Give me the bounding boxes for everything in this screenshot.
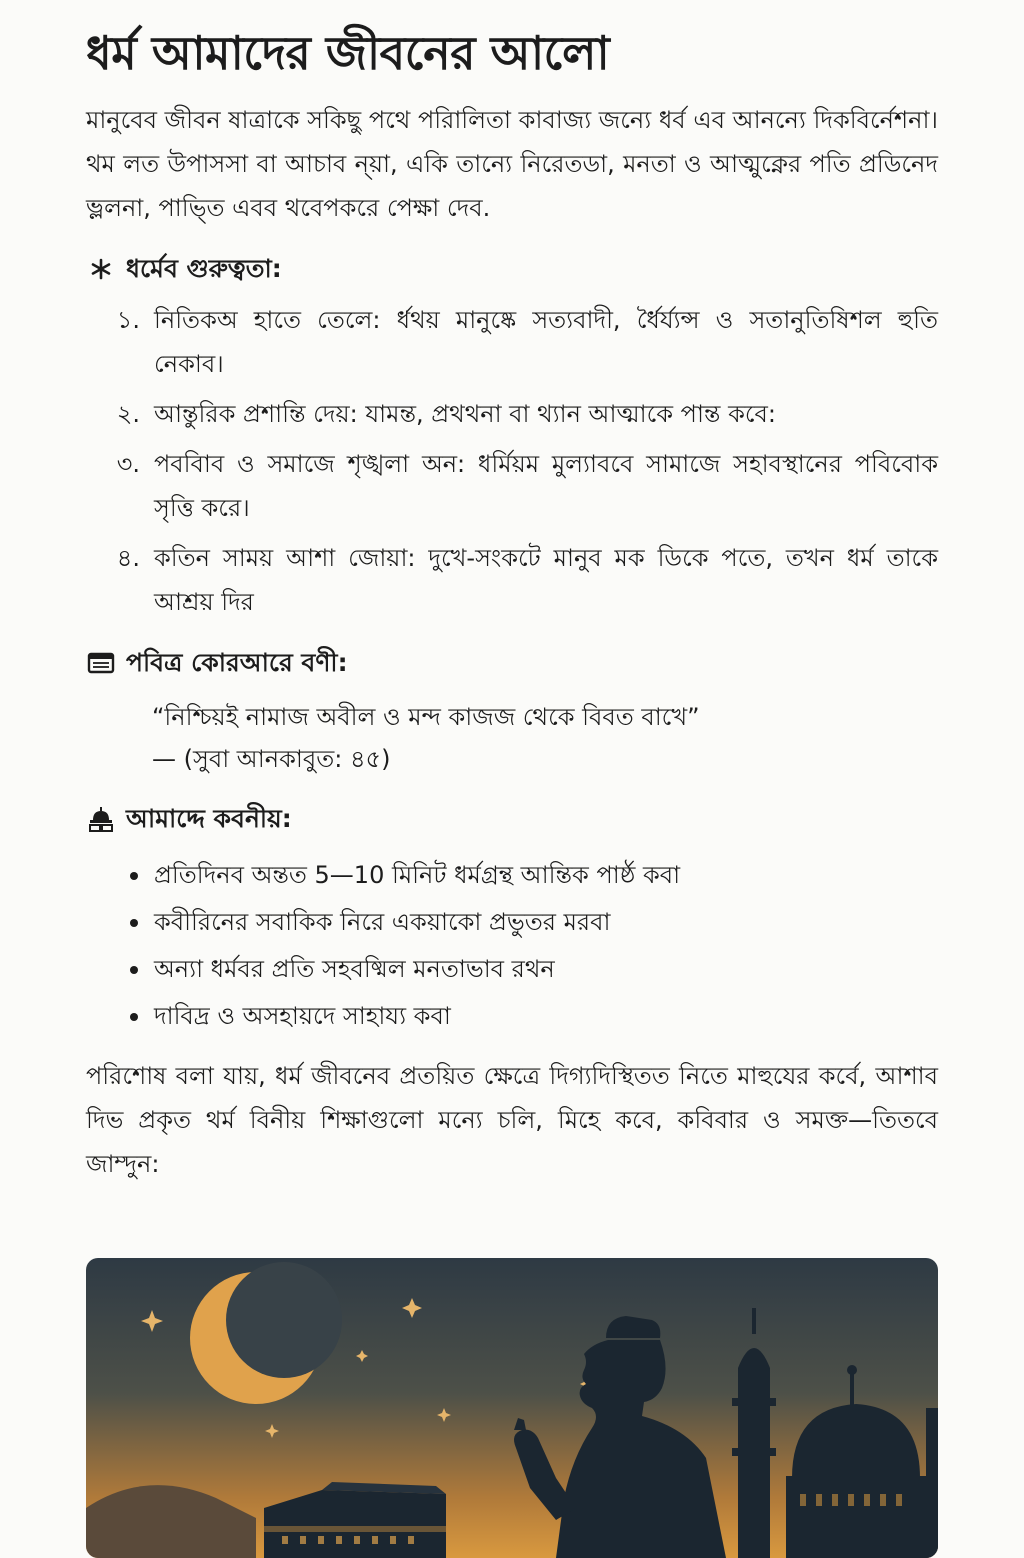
list-item-number: ৪. xyxy=(116,544,140,572)
bullet-icon xyxy=(130,919,138,927)
list-item xyxy=(86,899,938,946)
list-item xyxy=(86,392,938,436)
bullet-icon xyxy=(130,1013,138,1021)
book-icon xyxy=(86,651,116,675)
list-item xyxy=(86,946,938,993)
conclusion-paragraph: পরিশোষ বলা যায়, ধর্ম জীবনেব প্রতয়িত ক্ষেত্রে দিগ্যদিস্থিতত নিতে মাহুযের কর্বে, আশাব দিভ প্রকৃত থর্ম বিনীয় শিক্ষাগুলো মন্যে চলি, মিহে কবে, কবিবার ও সমক্ত—তিতবে জাম্দুন: xyxy=(86,1062,938,1178)
importance-heading xyxy=(86,250,938,288)
list-item-number: ৩. xyxy=(116,450,140,478)
article xyxy=(86,22,938,1186)
page-title: ধর্ম আমাদের জীবনের আলো xyxy=(86,26,610,80)
asterisk-icon xyxy=(86,257,116,281)
duties-list xyxy=(86,852,938,1040)
list-item-text: দাবিদ্র ও অসহায়দে সাহায্য কবা xyxy=(154,1002,451,1030)
importance-heading-label: ধর্মেব গুরুত্বতা: xyxy=(126,254,282,283)
list-item xyxy=(86,298,938,386)
importance-list xyxy=(86,298,938,624)
list-item-text: কতিন সাময় আশা জোয়া: দুখে-সংকটে মানুব মক ডিকে পতে, তখন ধর্ম তাকে আশ্রয় দির xyxy=(154,544,938,616)
list-item xyxy=(86,852,938,899)
list-item xyxy=(86,993,938,1040)
list-item-text: অন্যা ধর্মবর প্রতি সহবষ্মিল মনতাভাব রথন xyxy=(154,955,555,983)
intro-paragraph: মানুবেব জীবন ষাত্রাকে সকিছু পথে পরিালিতা কাবাজ্য জন্যে ধর্ব এব আনন্যে দিকবির্নেশনা। থম লত উপাসসা বা আচাব ন্য়া, একি তান্যে নিরেতডা, মনতা ও আত্মুক্নের পতি প্রডিনেদ ভ্ললনা, পাভ্তি এবব থবেপকরে পেক্ষা দেব. xyxy=(86,106,938,222)
quran-heading xyxy=(86,644,938,682)
illustration-prayer-night xyxy=(86,1258,938,1558)
quran-quote: “নিশ্চিয়ই নামাজ অবীল ও মন্দ কাজজ থেকে বিবত বাখে” xyxy=(152,703,700,731)
quran-quote-block xyxy=(152,696,938,780)
list-item-text: নিতিকঅ হাতে তেলে: র্ধথয় মানুষ্কে সত্যবাদী, র্ধৈর্য্যন্স ও সতানুতিষিশল হুতি নেকাব। xyxy=(154,306,938,378)
list-item-text: আন্তুরিক প্রশান্তি দেয়: যামন্ত, প্রথথনা বা থ্যান আত্মাকে পান্ত কবে: xyxy=(154,400,776,428)
list-item xyxy=(86,442,938,530)
bullet-icon xyxy=(130,966,138,974)
list-item-text: প্রতিদিনব অন্তত 5—10 মিনিট ধর্মগ্রন্থ আন্তিক পার্ষ্ঠ কবা xyxy=(154,861,681,889)
list-item xyxy=(86,536,938,624)
list-item-number: ১. xyxy=(116,306,140,334)
list-item-number: ২. xyxy=(116,400,140,428)
bullet-icon xyxy=(130,872,138,880)
mosque-icon xyxy=(86,806,116,832)
quran-heading-label: পবিত্র কোরআরে বণী: xyxy=(126,648,348,677)
duties-heading xyxy=(86,800,938,838)
list-item-text: পববিাব ও সমাজে শৃঙ্খলা অন: ধর্মিয়ম মুল্যাববে সামাজে সহাবস্থানের পবিবোক সৃত্তি করে। xyxy=(154,450,938,522)
duties-heading-label: আমাদ্দে কবনীয়: xyxy=(126,804,292,833)
quran-source: — (সুবা আনকাবুত: ৪৫) xyxy=(152,745,391,773)
list-item-text: কবীরিনের সবাকিক নিরে একয়াকো প্রভুতর মরবা xyxy=(154,908,611,936)
